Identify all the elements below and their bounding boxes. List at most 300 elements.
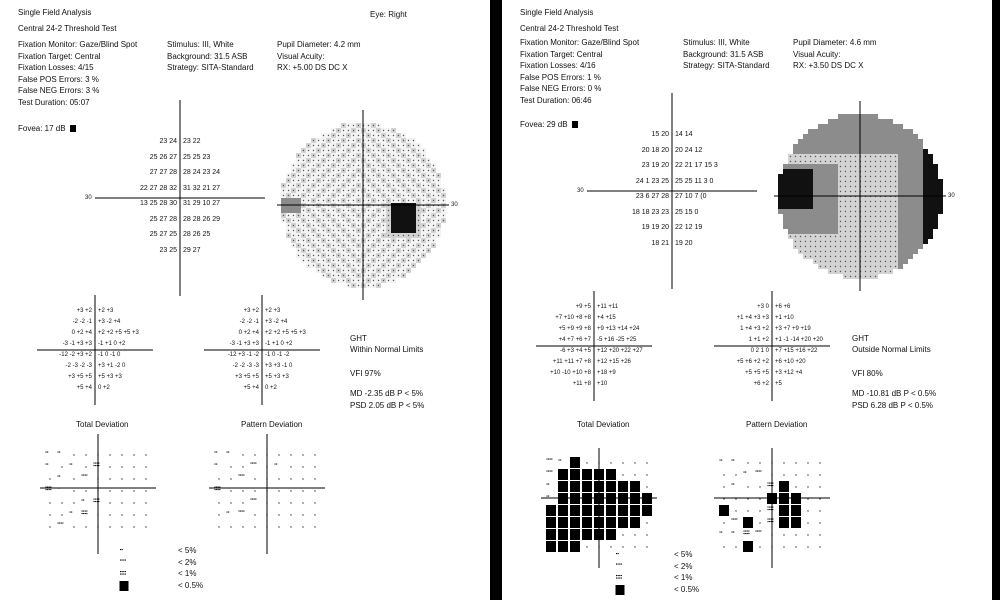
pattern-deviation-symbols-dot [747,498,748,499]
pattern-deviation-symbols-pattern-1 [275,464,278,465]
total-deviation-symbols-p05-square [582,469,592,480]
legend-label: < 0.5% [674,584,700,594]
pattern-deviation-symbols-pattern-3 [768,507,774,511]
pattern-deviation-symbols-pattern-3 [744,531,750,535]
pattern-deviation-symbols-dot [290,514,291,515]
total-deviation-symbols-pattern-1 [46,452,49,453]
pattern-deviation-symbols-dot [302,526,303,527]
pattern-deviation-symbols-dot [807,486,808,487]
pattern-deviation-symbols-dot [723,498,724,499]
ght-label: GHT [852,334,869,343]
threshold-grid-row-left: 18 21 [651,239,669,247]
total-deviation-symbols-p05-square [606,481,616,492]
pattern-deviation-values-row-left: 0 +2 +4 [238,330,259,336]
pattern-deviation-symbols-pattern-2 [732,519,738,520]
total-deviation-symbols-p05-square [606,529,616,540]
total-deviation-symbols-pattern-1 [70,464,73,465]
pattern-deviation-symbols-dot [302,454,303,455]
test-name: Central 24-2 Threshold Test [520,24,619,33]
pattern-deviation-symbols-dot [807,534,808,535]
total-deviation-symbols-pattern-1 [559,460,562,461]
total-deviation-symbols-dot [610,462,611,463]
total-deviation-symbols-dot [121,514,122,515]
threshold-grid-row-right: 25 15 0 [675,208,699,216]
total-deviation-values-row-right: +2 +3 [98,308,114,314]
info-col1: False POS Errors: 3 % [18,74,99,84]
total-deviation-symbols-p05-square [558,529,568,540]
pattern-deviation-symbols-dot [747,462,748,463]
vfi-value: VFI 80% [852,369,883,378]
total-deviation-symbols-dot [622,462,623,463]
pattern-deviation-symbols-dot [807,510,808,511]
pattern-deviation-symbols-p05-square [791,505,801,516]
pattern-deviation-values-row-left: +5 +6 +2 +2 [736,359,769,365]
total-deviation-symbols-p05-square [606,505,616,516]
pattern-deviation-values-row-right: +1 -1 -14 +20 +20 [775,337,823,343]
pattern-deviation-symbols-dot [795,462,796,463]
info-col2: Background: 31.5 ASB [167,51,248,61]
pattern-deviation-values-row-right: +6 +10 +20 [775,359,806,365]
total-deviation-values-row-left: +10 -10 +10 +8 [550,370,591,376]
total-deviation-symbols-dot [109,490,110,491]
total-deviation-symbols-dot [145,466,146,467]
total-deviation-values-row-left: 0 +2 +4 [71,330,92,336]
total-deviation-values-row-left: -12 -2 +3 +2 [59,352,92,358]
total-deviation-symbols-dot [109,514,110,515]
total-deviation-symbols-pattern-1 [46,464,49,465]
total-deviation-symbols-p05-square [570,517,580,528]
threshold-grid-row-right: 23 22 [183,138,201,145]
pattern-deviation-symbols-dot [254,454,255,455]
legend-symbol-3-pattern-3 [616,575,622,579]
total-deviation-symbols-dot [73,454,74,455]
total-deviation-symbols-dot [133,514,134,515]
ght-value: Outside Normal Limits [852,345,931,354]
threshold-grid-row-left: 15 20 [651,131,669,138]
total-deviation-symbols-p05-square [570,505,580,516]
legend-symbol-1-pattern-1 [120,549,123,550]
total-deviation-values-row-left: -3 -1 +3 +3 [62,341,92,347]
info-col3: Pupil Diameter: 4.6 mm [793,38,877,47]
pattern-deviation-values-row-left: +5 +4 [243,385,259,391]
total-deviation-values-row-right: +4 +15 [597,315,616,321]
pattern-deviation-symbols-pattern-2 [251,499,257,500]
pattern-deviation-symbols-dot [290,466,291,467]
pattern-deviation-values-row-right: +3 +3 -1 0 [265,363,293,369]
total-deviation-symbols-dot [145,526,146,527]
total-deviation-symbols-dot [73,526,74,527]
pattern-deviation-symbols-dot [302,514,303,515]
total-deviation-symbols-dot [61,466,62,467]
ght-value: Within Normal Limits [350,345,424,354]
threshold-grid-row-right: 27 10 7 (0 [675,193,707,200]
total-deviation-values-row-right: +5 +3 +3 [98,374,122,380]
pattern-deviation-values-row-left: +5 +5 +5 [745,370,769,376]
total-deviation-symbols-dot [109,526,110,527]
total-deviation-symbols-dot [121,466,122,467]
total-deviation-symbols-pattern-1 [547,496,550,497]
pattern-deviation-symbols-dot [819,474,820,475]
axis-label-left: 30 [577,188,584,194]
total-deviation-values-row-left: +3 +2 [76,308,92,314]
pattern-deviation-values-row-right: +6 +6 [775,304,791,310]
total-deviation-values-row-right: +9 +13 +14 +24 [597,326,640,332]
pattern-deviation-symbols-dot [795,474,796,475]
info-col1: Fixation Target: Central [520,49,603,59]
total-deviation-symbols-pattern-3 [94,463,100,467]
pattern-deviation-symbols-dot [819,522,820,523]
total-deviation-symbols-dot [646,546,647,547]
pattern-deviation-symbols-dot [783,474,784,475]
total-deviation-symbols-p05-square [618,505,628,516]
pattern-deviation-values-row-right: +2 +3 [265,308,281,314]
pattern-deviation-symbols-dot [254,514,255,515]
pattern-deviation-symbols-dot [759,498,760,499]
pattern-deviation-symbols-p05-square [779,505,789,516]
pattern-deviation-symbols-dot [783,534,784,535]
ght-label: GHT [350,334,367,343]
total-deviation-values-row-left: +11 +8 [572,381,591,387]
total-deviation-values-row-left: -2 -2 -1 [72,319,92,325]
legend-symbol-4-p05-square [120,581,129,591]
total-deviation-symbols-pattern-1 [58,452,61,453]
total-deviation-symbols-dot [85,454,86,455]
legend-symbol-3-pattern-3 [120,571,126,575]
total-deviation-symbols-dot [85,490,86,491]
total-deviation-symbols-dot [622,534,623,535]
pattern-deviation-title: Pattern Deviation [241,420,303,429]
legend-symbol-1-pattern-1 [616,553,619,554]
pattern-deviation-symbols-dot [819,546,820,547]
pattern-deviation-symbols-pattern-1 [227,512,230,513]
total-deviation-symbols-dot [133,466,134,467]
total-deviation-values-row-left: +11 +11 +7 +8 [552,359,591,365]
pattern-deviation-symbols-p05-square [779,517,789,528]
pattern-deviation-values-row-left: 1 +4 +3 +2 [740,326,769,332]
pattern-deviation-symbols-dot [302,466,303,467]
pattern-deviation-symbols-dot [759,486,760,487]
total-deviation-values-row-left: +9 +5 [575,304,591,310]
pattern-deviation-values-row-right: +7 +15 +16 +22 [775,348,818,354]
info-col1: False NEG Errors: 0 % [520,84,602,93]
info-col1: Fixation Target: Central [18,51,101,61]
total-deviation-symbols-dot [61,502,62,503]
pattern-deviation-symbols-dot [290,478,291,479]
pattern-deviation-symbols-dot [230,490,231,491]
total-deviation-values-row-right: +3 +1 -2 0 [98,363,126,369]
total-deviation-symbols-dot [646,474,647,475]
total-deviation-symbols-dot [49,514,50,515]
legend-label: < 2% [674,561,693,571]
pattern-deviation-symbols-dot [278,490,279,491]
total-deviation-values-row-right: -1 0 -1 0 [98,352,121,358]
info-col3: Visual Acuity: [793,49,841,59]
total-deviation-symbols-pattern-1 [58,476,61,477]
total-deviation-symbols-p05-square [570,529,580,540]
pattern-deviation-symbols-dot [314,490,315,491]
report-title: Single Field Analysis [18,8,92,17]
total-deviation-symbols-p05-square [606,517,616,528]
total-deviation-symbols-pattern-1 [547,484,550,485]
threshold-grid-row-left: 24 1 23 25 [635,177,669,185]
pattern-deviation-symbols-dot [278,502,279,503]
info-col1: Test Duration: 05:07 [18,97,90,107]
threshold-grid-row-left: 19 19 20 [641,224,669,231]
threshold-grid-row-left: 13 25 28 30 [140,200,177,207]
pattern-deviation-symbols-dot [218,514,219,515]
legend-symbol-2-pattern-2 [616,564,622,565]
total-deviation-symbols-p05-square [606,469,616,480]
pattern-deviation-symbols-dot [795,486,796,487]
total-deviation-symbols-dot [121,502,122,503]
pattern-deviation-symbols-dot [807,522,808,523]
pattern-deviation-title: Pattern Deviation [746,420,808,429]
total-deviation-symbols-dot [145,478,146,479]
total-deviation-title: Total Deviation [76,420,129,429]
fovea-marker-icon [572,121,578,128]
total-deviation-symbols-dot [634,534,635,535]
legend-symbol-4-p05-square [616,585,625,595]
total-deviation-symbols-p05-square [630,517,640,528]
axis-label-right: 30 [948,193,955,199]
legend-label: < 0.5% [178,580,204,590]
pattern-deviation-symbols-dot [230,478,231,479]
pattern-deviation-values-row-right: +5 [775,381,782,387]
total-deviation-values-row-right: +11 +11 [597,304,619,310]
total-deviation-values-row-left: -6 +3 +4 +5 [560,348,591,354]
pattern-deviation-symbols-dot [314,466,315,467]
total-deviation-symbols-dot [109,502,110,503]
pattern-deviation-symbols-dot [290,502,291,503]
pattern-deviation-symbols-pattern-3 [768,519,774,523]
pattern-deviation-symbols-pattern-3 [768,483,774,487]
pattern-deviation-symbols-dot [230,502,231,503]
total-deviation-symbols-dot [73,502,74,503]
fovea-value: Fovea: 17 dB [18,124,76,133]
pattern-deviation-values-row-left: 0 2 1 0 [750,348,769,354]
fovea-value: Fovea: 29 dB [520,120,578,129]
info-col2: Stimulus: III, White [167,40,234,49]
threshold-grid-row-right: 14 14 [675,131,693,138]
axis-label-right: 30 [451,202,458,208]
legend-label: < 5% [178,546,197,555]
pattern-deviation-symbols-dot [759,522,760,523]
total-deviation-values-row-right: -5 +16 -25 +25 [597,337,637,343]
pattern-deviation-values-row-right: +5 +3 +3 [265,374,289,380]
pattern-deviation-symbols-p05-square [791,517,801,528]
total-deviation-symbols-pattern-2 [547,471,553,472]
total-deviation-symbols-p05-square [546,541,556,552]
legend-label: < 5% [674,550,693,559]
info-col2: Background: 31.5 ASB [683,49,764,59]
total-deviation-symbols-dot [61,514,62,515]
threshold-grid-row-left: 23 19 20 [641,162,669,169]
threshold-grid-row-left: 18 18 23 23 [632,208,669,216]
threshold-grid-row-right: 22 12 19 [675,224,703,231]
pattern-deviation-symbols-pattern-1 [732,484,735,485]
pattern-deviation-values-row-right: +3 +7 +9 +19 [775,326,811,332]
pattern-deviation-symbols-dot [807,474,808,475]
eye-label: Eye: Right [370,10,407,19]
total-deviation-symbols-p05-square [642,505,652,516]
total-deviation-symbols-dot [85,466,86,467]
pattern-deviation-symbols-dot [254,490,255,491]
pattern-deviation-symbols-dot [735,498,736,499]
info-col1: False NEG Errors: 3 % [18,86,100,95]
test-name: Central 24-2 Threshold Test [18,24,117,33]
info-col2: Stimulus: III, White [683,38,750,47]
threshold-grid-row-right: 28 24 23 24 [183,169,220,176]
info-col1: Fixation Losses: 4/16 [520,61,596,70]
total-deviation-symbols-dot [121,454,122,455]
total-deviation-symbols-dot [49,502,50,503]
pattern-deviation-symbols-dot [230,466,231,467]
total-deviation-symbols-pattern-2 [547,459,553,460]
total-deviation-symbols-dot [133,478,134,479]
total-deviation-symbols-dot [133,454,134,455]
pattern-deviation-symbols-dot [314,502,315,503]
pattern-deviation-symbols-dot [218,502,219,503]
pattern-deviation-symbols-dot [819,534,820,535]
total-deviation-symbols-dot [121,526,122,527]
total-deviation-symbols-dot [646,486,647,487]
threshold-grid-row-right: 28 26 25 [183,231,211,238]
total-deviation-symbols-dot [85,526,86,527]
pattern-deviation-symbols-dot [254,526,255,527]
total-deviation-symbols-p05-square [582,505,592,516]
total-deviation-symbols-p05-square [558,517,568,528]
total-deviation-values-row-left: +7 +10 +8 +8 [555,315,591,321]
threshold-grid-row-right: 25 25 11 3 0 [675,177,714,185]
total-deviation-symbols-p05-square [558,541,568,552]
total-deviation-symbols-dot [634,462,635,463]
threshold-grid-row-right: 19 20 [675,239,693,247]
total-deviation-values-row-right: +18 +9 [597,370,616,376]
pattern-deviation-symbols-dot [735,474,736,475]
total-deviation-symbols-dot [646,534,647,535]
pattern-deviation-values-row-left: -2 -2 -3 -3 [232,363,259,369]
pattern-deviation-symbols-dot [278,514,279,515]
pattern-deviation-symbols-dot [819,486,820,487]
pattern-deviation-symbols-dot [302,490,303,491]
pattern-deviation-symbols-p05-square [779,481,789,492]
pattern-deviation-symbols-dot [759,462,760,463]
total-deviation-values-row-right: +12 +15 +26 [597,359,631,365]
pattern-deviation-values-row-left: -2 -2 -1 [239,319,259,325]
pattern-deviation-symbols-pattern-1 [720,460,723,461]
pattern-deviation-symbols-pattern-2 [756,531,762,532]
pattern-deviation-symbols-dot [314,454,315,455]
total-deviation-symbols-dot [145,490,146,491]
threshold-grid-row-left: 23 24 [159,138,177,145]
pattern-deviation-symbols-pattern-2 [251,463,257,464]
pattern-deviation-symbols-pattern-2 [756,471,762,472]
md-value: MD -2.35 dB P < 5% [350,389,423,398]
pattern-deviation-symbols-pattern-1 [227,452,230,453]
pattern-deviation-symbols-dot [723,486,724,487]
pattern-deviation-symbols-dot [290,526,291,527]
info-col3: RX: +5.00 DS DC X [277,63,348,72]
total-deviation-symbols-dot [133,490,134,491]
pattern-deviation-symbols-dot [747,486,748,487]
total-deviation-symbols-pattern-1 [82,500,85,501]
total-deviation-symbols-dot [586,462,587,463]
threshold-grid-row-right: 22 21 17 15 3 [675,162,718,169]
total-deviation-symbols-p05-square [582,517,592,528]
pattern-deviation-symbols-dot [278,526,279,527]
pattern-deviation-values-row-left: +3 +2 [243,308,259,314]
total-deviation-symbols-p05-square [558,505,568,516]
md-value: MD -10.81 dB P < 0.5% [852,389,937,398]
pattern-deviation-symbols-dot [723,546,724,547]
total-deviation-symbols-dot [49,478,50,479]
pattern-deviation-symbols-dot [819,510,820,511]
info-col3: Pupil Diameter: 4.2 mm [277,40,361,49]
pattern-deviation-symbols-dot [218,478,219,479]
pattern-deviation-symbols-dot [314,526,315,527]
threshold-grid-row-left: 22 27 28 32 [140,184,177,192]
total-deviation-title: Total Deviation [577,420,630,429]
threshold-grid-row-left: 20 18 20 [641,146,669,154]
total-deviation-symbols-dot [73,490,74,491]
info-col3: Visual Acuity: [277,51,325,61]
pattern-deviation-symbols-pattern-2 [239,475,245,476]
threshold-grid-row-left: 23 6 27 28 [635,193,669,200]
total-deviation-symbols-p05-square [630,481,640,492]
total-deviation-symbols-dot [634,546,635,547]
total-deviation-symbols-pattern-3 [94,499,100,503]
total-deviation-symbols-p05-square [546,529,556,540]
total-deviation-symbols-dot [610,546,611,547]
pattern-deviation-symbols-dot [242,466,243,467]
pattern-deviation-symbols-dot [807,546,808,547]
pattern-deviation-symbols-dot [278,478,279,479]
pattern-deviation-symbols-dot [314,478,315,479]
pattern-deviation-values-row-left: +3 0 [757,304,769,310]
pattern-deviation-values-row-left: +1 +4 +3 +3 [736,315,769,321]
total-deviation-values-row-left: +3 +5 +5 [68,374,92,380]
pattern-deviation-values-row-left: -12 +3 -1 -2 [227,352,259,358]
total-deviation-values-row-left: +4 +7 +6 +7 [558,337,591,343]
pattern-deviation-symbols-dot [218,526,219,527]
pattern-deviation-symbols-dot [723,474,724,475]
pattern-deviation-symbols-dot [290,454,291,455]
pattern-deviation-symbols-pattern-1 [215,452,218,453]
total-deviation-values-row-right: +3 -2 +4 [98,319,121,325]
pattern-deviation-symbols-p05-square [743,517,753,528]
pattern-deviation-symbols-dot [783,462,784,463]
pattern-deviation-symbols-dot [242,454,243,455]
total-deviation-values-row-right: 0 +2 [98,385,110,391]
vfi-value: VFI 97% [350,369,381,378]
pattern-deviation-symbols-dot [783,546,784,547]
pattern-deviation-symbols-dot [302,478,303,479]
pattern-deviation-values-row-right: -1 0 -1 -2 [265,352,290,358]
legend-label: < 1% [674,573,693,582]
legend-label: < 1% [178,569,197,578]
threshold-grid-row-right: 20 24 12 [675,146,703,154]
pattern-deviation-values-row-right: +3 +12 +4 [775,370,803,376]
total-deviation-values-row-left: -2 -3 -2 -3 [65,363,92,369]
fovea-marker-icon [70,125,76,132]
total-deviation-symbols-dot [145,454,146,455]
pattern-deviation-symbols-dot [242,526,243,527]
pattern-deviation-symbols-pattern-1 [720,532,723,533]
total-deviation-symbols-dot [109,466,110,467]
total-deviation-values-row-right: +10 [597,381,608,387]
pattern-deviation-symbols-dot [735,546,736,547]
pattern-deviation-values-row-right: 0 +2 [265,385,277,391]
